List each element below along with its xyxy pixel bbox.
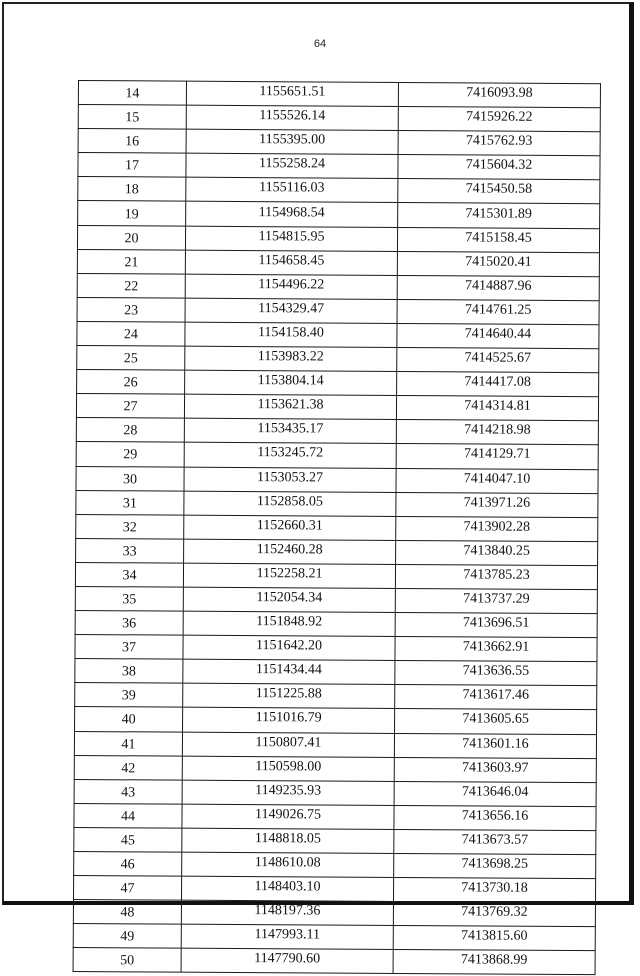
table-row	[78, 105, 600, 132]
x-coordinate-cell: 1153053.27	[184, 467, 396, 492]
table-row	[75, 659, 597, 686]
point-number-cell: 19	[78, 201, 186, 226]
x-coordinate-cell: 1152054.34	[183, 587, 395, 612]
table-row	[74, 755, 596, 782]
y-coordinate-cell: 7413902.28	[396, 516, 598, 541]
y-coordinate-cell: 7413696.51	[395, 613, 597, 638]
table-row	[75, 707, 597, 734]
table-row	[76, 466, 598, 493]
y-coordinate-cell: 7414314.81	[396, 396, 598, 421]
point-number-cell: 17	[78, 153, 186, 178]
x-coordinate-cell: 1153435.17	[184, 418, 396, 443]
x-coordinate-cell: 1153245.72	[184, 443, 396, 468]
x-coordinate-cell: 1154815.95	[185, 226, 397, 251]
point-number-cell: 41	[74, 731, 182, 756]
x-coordinate-cell: 1155258.24	[186, 153, 398, 178]
y-coordinate-cell: 7415926.22	[398, 107, 600, 132]
table-row	[75, 586, 597, 613]
point-number-cell: 45	[74, 827, 182, 852]
coordinate-table	[73, 80, 601, 976]
x-coordinate-cell: 1152858.05	[184, 491, 396, 516]
point-number-cell: 24	[77, 321, 185, 346]
y-coordinate-cell: 7413769.32	[393, 902, 595, 927]
x-coordinate-cell: 1154968.54	[186, 202, 398, 227]
x-coordinate-cell: 1152460.28	[184, 539, 396, 564]
point-number-cell: 44	[74, 803, 182, 828]
table-row	[78, 129, 600, 156]
x-coordinate-cell: 1147993.11	[181, 924, 393, 949]
x-coordinate-cell: 1153983.22	[185, 346, 397, 371]
point-number-cell: 34	[75, 562, 183, 587]
y-coordinate-cell: 7415020.41	[397, 251, 599, 276]
point-number-cell: 27	[76, 394, 184, 419]
point-number-cell: 22	[77, 273, 185, 298]
x-coordinate-cell: 1153804.14	[185, 370, 397, 395]
point-number-cell: 30	[76, 466, 184, 491]
point-number-cell: 31	[76, 490, 184, 515]
table-row	[77, 225, 599, 252]
y-coordinate-cell: 7413971.26	[396, 492, 598, 517]
y-coordinate-cell: 7413840.25	[396, 540, 598, 565]
y-coordinate-cell: 7413737.29	[395, 588, 597, 613]
y-coordinate-cell: 7413646.04	[394, 781, 596, 806]
x-coordinate-cell: 1149026.75	[182, 804, 394, 829]
x-coordinate-cell: 1151642.20	[183, 635, 395, 660]
y-coordinate-cell: 7414218.98	[396, 420, 598, 445]
point-number-cell: 16	[78, 129, 186, 154]
x-coordinate-cell: 1154329.47	[185, 298, 397, 323]
point-number-cell: 47	[73, 876, 181, 901]
point-number-cell: 23	[77, 297, 185, 322]
x-coordinate-cell: 1151225.88	[183, 683, 395, 708]
point-number-cell: 20	[77, 225, 185, 250]
table-row	[77, 370, 599, 397]
x-coordinate-cell: 1152258.21	[183, 563, 395, 588]
y-coordinate-cell: 7414047.10	[396, 468, 598, 493]
y-coordinate-cell: 7415158.45	[397, 227, 599, 252]
table-row	[73, 900, 595, 927]
point-number-cell: 14	[78, 81, 186, 106]
point-number-cell: 49	[73, 924, 181, 949]
y-coordinate-cell: 7414761.25	[397, 299, 599, 324]
table-row	[75, 562, 597, 589]
table-row	[74, 731, 596, 758]
x-coordinate-cell: 1153621.38	[184, 394, 396, 419]
table-row	[74, 827, 596, 854]
x-coordinate-cell: 1154658.45	[185, 250, 397, 275]
table-row	[77, 249, 599, 276]
table-row	[76, 442, 598, 469]
y-coordinate-cell: 7414417.08	[397, 372, 599, 397]
y-coordinate-cell: 7413730.18	[393, 878, 595, 903]
x-coordinate-cell: 1154158.40	[185, 322, 397, 347]
x-coordinate-cell: 1155526.14	[186, 105, 398, 130]
x-coordinate-cell: 1147790.60	[181, 949, 393, 974]
x-coordinate-cell: 1154496.22	[185, 274, 397, 299]
y-coordinate-cell: 7415450.58	[398, 179, 600, 204]
y-coordinate-cell: 7414525.67	[397, 347, 599, 372]
table-row	[75, 635, 597, 662]
table-row	[76, 514, 598, 541]
x-coordinate-cell: 1148403.10	[181, 876, 393, 901]
x-coordinate-cell: 1155651.51	[186, 81, 398, 106]
table-row	[76, 538, 598, 565]
table-row	[75, 611, 597, 638]
x-coordinate-cell: 1149235.93	[182, 780, 394, 805]
x-coordinate-cell: 1150807.41	[182, 732, 394, 757]
table-row	[78, 153, 600, 180]
table-row	[77, 273, 599, 300]
y-coordinate-cell: 7413785.23	[395, 564, 597, 589]
x-coordinate-cell: 1151434.44	[183, 659, 395, 684]
table-row	[78, 81, 600, 108]
table-row	[76, 490, 598, 517]
y-coordinate-cell: 7413656.16	[394, 805, 596, 830]
point-number-cell: 36	[75, 611, 183, 636]
table-row	[78, 177, 600, 204]
x-coordinate-cell: 1152660.31	[184, 515, 396, 540]
point-number-cell: 21	[77, 249, 185, 274]
point-number-cell: 48	[73, 900, 181, 925]
table-row	[76, 394, 598, 421]
point-number-cell: 18	[78, 177, 186, 202]
point-number-cell: 42	[74, 755, 182, 780]
table-row	[77, 346, 599, 373]
y-coordinate-cell: 7414129.71	[396, 444, 598, 469]
point-number-cell: 50	[73, 948, 181, 973]
x-coordinate-cell: 1148818.05	[182, 828, 394, 853]
table-row	[76, 418, 598, 445]
point-number-cell: 28	[76, 418, 184, 443]
table-row	[77, 297, 599, 324]
point-number-cell: 26	[77, 370, 185, 395]
x-coordinate-cell: 1148610.08	[182, 852, 394, 877]
point-number-cell: 37	[75, 635, 183, 660]
x-coordinate-cell: 1151848.92	[183, 611, 395, 636]
point-number-cell: 25	[77, 346, 185, 371]
y-coordinate-cell: 7414887.96	[397, 275, 599, 300]
y-coordinate-cell: 7414640.44	[397, 323, 599, 348]
point-number-cell: 40	[75, 707, 183, 732]
table-row	[73, 948, 595, 975]
y-coordinate-cell: 7413605.65	[395, 709, 597, 734]
x-coordinate-cell: 1150598.00	[182, 756, 394, 781]
table-row	[77, 321, 599, 348]
x-coordinate-cell: 1148197.36	[181, 900, 393, 925]
point-number-cell: 46	[74, 851, 182, 876]
x-coordinate-cell: 1151016.79	[183, 708, 395, 733]
y-coordinate-cell: 7413617.46	[395, 685, 597, 710]
point-number-cell: 39	[75, 683, 183, 708]
x-coordinate-cell: 1155116.03	[186, 178, 398, 203]
y-coordinate-cell: 7413673.57	[394, 829, 596, 854]
y-coordinate-cell: 7413662.91	[395, 637, 597, 662]
point-number-cell: 33	[76, 538, 184, 563]
table-row	[73, 876, 595, 903]
y-coordinate-cell: 7413603.97	[394, 757, 596, 782]
y-coordinate-cell: 7413815.60	[393, 926, 595, 951]
table-row	[74, 851, 596, 878]
table-row	[74, 803, 596, 830]
x-coordinate-cell: 1155395.00	[186, 129, 398, 154]
table-row	[78, 201, 600, 228]
table-row	[75, 683, 597, 710]
coordinate-table-body	[73, 81, 600, 976]
y-coordinate-cell: 7415762.93	[398, 131, 600, 156]
point-number-cell: 35	[75, 586, 183, 611]
y-coordinate-cell: 7413868.99	[393, 950, 595, 975]
page-number: 64	[313, 38, 327, 50]
y-coordinate-cell: 7413636.55	[395, 661, 597, 686]
point-number-cell: 43	[74, 779, 182, 804]
point-number-cell: 15	[78, 105, 186, 130]
y-coordinate-cell: 7413698.25	[394, 853, 596, 878]
table-row	[74, 779, 596, 806]
point-number-cell: 29	[76, 442, 184, 467]
point-number-cell: 38	[75, 659, 183, 684]
y-coordinate-cell: 7413601.16	[394, 733, 596, 758]
point-number-cell: 32	[76, 514, 184, 539]
y-coordinate-cell: 7416093.98	[398, 82, 600, 107]
y-coordinate-cell: 7415604.32	[398, 155, 600, 180]
y-coordinate-cell: 7415301.89	[398, 203, 600, 228]
table-row	[73, 924, 595, 951]
